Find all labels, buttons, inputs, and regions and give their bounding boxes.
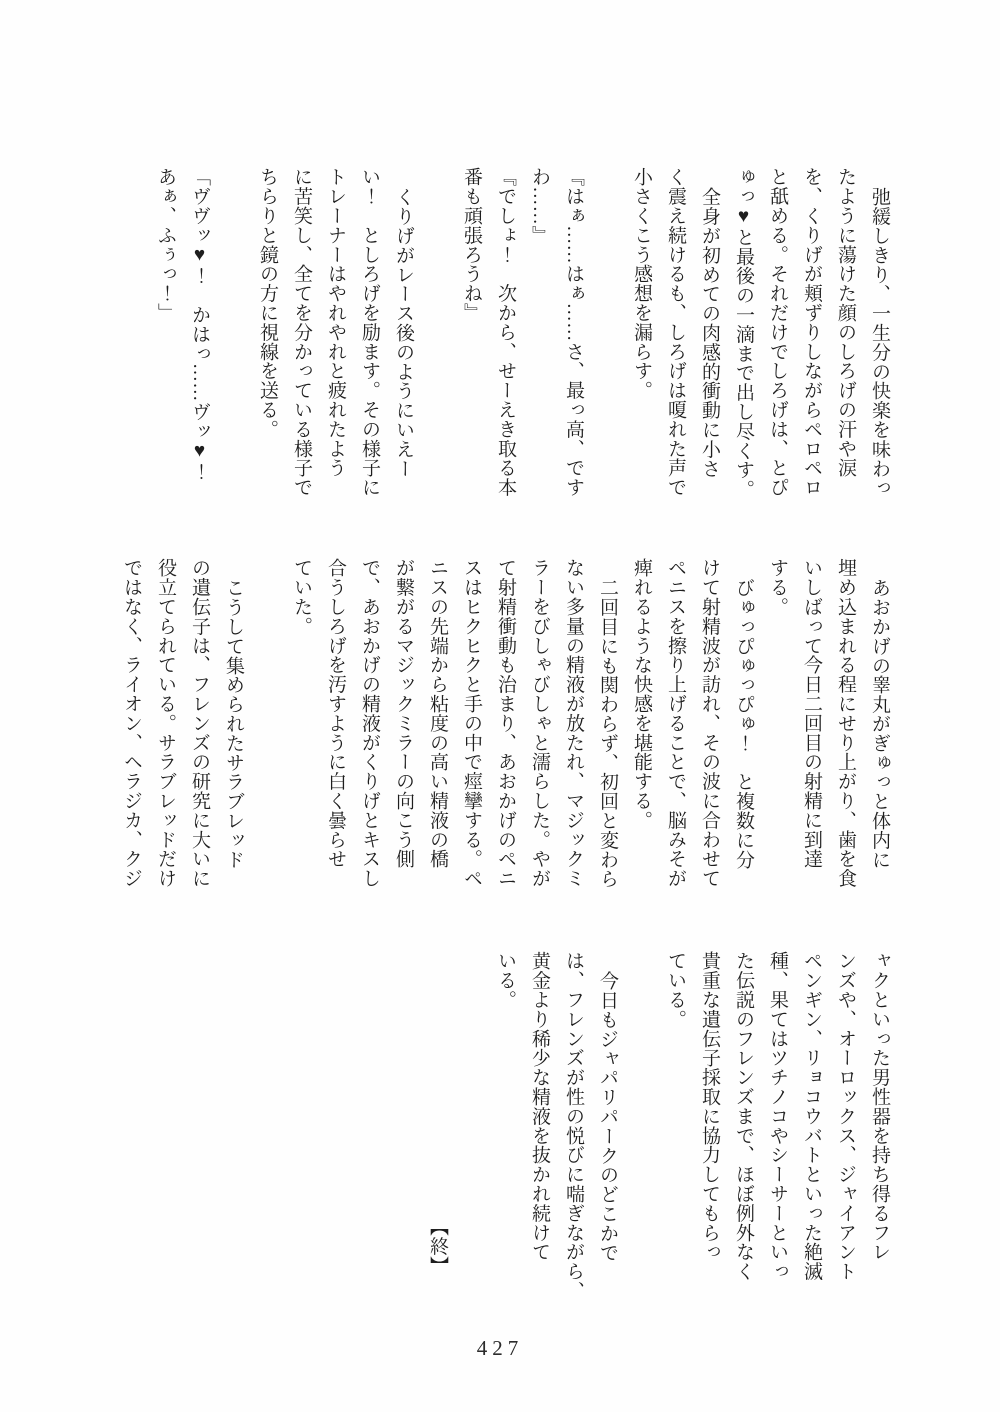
text-column: 弛緩しきり、一生分の快楽を味わっ xyxy=(869,187,890,498)
text-column: 合うしろげを汚すように白く曇らせ xyxy=(325,558,346,869)
text-column: 役立てられている。サラブレッドだけ xyxy=(155,558,176,888)
text-band-middle xyxy=(114,558,896,910)
blank-column xyxy=(250,558,284,910)
text-column: く震え続けるも、しろげは嗄れた声で xyxy=(665,167,686,497)
text-column: スはヒクヒクと手の中で痙攣する。ペ xyxy=(461,558,482,888)
text-column: で、あおかげの精液がくりげとキスし xyxy=(359,558,380,888)
text-column: びゅっぴゅっぴゅ！ と複数に分 xyxy=(733,578,754,869)
text-column: 小さくこう感想を漏らす。 xyxy=(631,167,652,400)
text-column: た伝説のフレンズまで、ほぼ例外なく xyxy=(733,951,754,1281)
text-column: 『はぁ……はぁ……さ、最っ高、です xyxy=(563,167,584,497)
blank-column xyxy=(454,951,488,1303)
text-column: ていた。 xyxy=(291,558,312,636)
text-column: 種、果てはツチノコやシーサーといっ xyxy=(767,951,788,1281)
text-column: 埋め込まれる程にせり上がり、歯を食 xyxy=(835,558,856,888)
text-column: ンズや、オーロックス、ジャイアント xyxy=(835,951,856,1281)
blank-column xyxy=(420,167,454,519)
text-column: 『でしょ！ 次から、せーえき取る本 xyxy=(495,167,516,497)
text-column: ャクといった男性器を持ち得るフレ xyxy=(869,951,890,1262)
blank-column xyxy=(590,167,624,519)
blank-column xyxy=(216,167,250,519)
text-column: を、くりげが頬ずりしながらペロペロ xyxy=(801,167,822,497)
text-column: ニスの先端から粘度の高い精液の橋 xyxy=(427,558,448,869)
text-column: する。 xyxy=(767,558,788,617)
text-column: わ……』 xyxy=(529,167,550,245)
text-column: いる。 xyxy=(495,951,516,1010)
text-column: こうして集められたサラブレッド xyxy=(223,578,244,869)
text-column: いしばって今日二回目の射精に到達 xyxy=(801,558,822,869)
text-column: ちらりと鏡の方に視線を送る。 xyxy=(257,167,278,439)
text-column: ている。 xyxy=(665,951,686,1029)
text-column: が繋がるマジックミラーの向こう側 xyxy=(393,558,414,869)
text-column: 今日もジャパリパークのどこかで xyxy=(597,971,618,1262)
text-column: たように蕩けた顔のしろげの汗や涙 xyxy=(835,167,856,478)
text-column: 痺れるような快感を堪能する。 xyxy=(631,558,652,830)
text-column: くりげがレース後のようにいえー xyxy=(393,187,414,478)
text-band-bottom xyxy=(420,951,896,1303)
text-column: 番も頑張ろうね』 xyxy=(461,167,482,323)
text-column: に苦笑し、全てを分かっている様子で xyxy=(291,167,312,497)
text-column: ではなく、ライオン、ヘラジカ、クジ xyxy=(121,558,142,888)
text-column: ない多量の精液が放たれ、マジックミ xyxy=(563,558,584,888)
text-column: 【終】 xyxy=(427,1217,448,1276)
text-column: ラーをびしゃびしゃと濡らした。やが xyxy=(529,558,550,888)
text-column: 「ヴヴッ♥！ かはっ……ヴッ♥！ xyxy=(189,167,210,482)
text-column: 貴重な遺伝子採取に協力してもらっ xyxy=(699,951,720,1262)
text-column: あおかげの睾丸がぎゅっと体内に xyxy=(869,578,890,869)
text-column: ペンギン、リョコウバトといった絶滅 xyxy=(801,951,822,1281)
text-column: は、フレンズが性の悦びに喘ぎながら、 xyxy=(563,951,584,1301)
text-column: あぁ、ふぅっ！」 xyxy=(155,167,176,323)
text-column: の遺伝子は、フレンズの研究に大いに xyxy=(189,558,210,888)
text-column: けて射精波が訪れ、その波に合わせて xyxy=(699,558,720,888)
text-column: ゅっ♥と最後の一滴まで出し尽くす。 xyxy=(733,167,754,499)
text-column: 二回目にも関わらず、初回と変わら xyxy=(597,578,618,889)
text-column: と舐める。それだけでしろげは、とぴ xyxy=(767,167,788,497)
page-number: 427 xyxy=(476,1336,524,1360)
text-column: トレーナーはやれやれと疲れたよう xyxy=(325,167,346,478)
text-band-top xyxy=(148,167,896,519)
blank-column xyxy=(624,951,658,1303)
text-column: い！ としろげを励ます。その様子に xyxy=(359,167,380,497)
text-column: ペニスを擦り上げることで、脳みそが xyxy=(665,558,686,888)
text-column: て射精衝動も治まり、あおかげのペニ xyxy=(495,558,516,888)
text-column: 黄金より稀少な精液を抜かれ続けて xyxy=(529,951,550,1262)
text-column: 全身が初めての肉感的衝動に小さ xyxy=(699,187,720,478)
